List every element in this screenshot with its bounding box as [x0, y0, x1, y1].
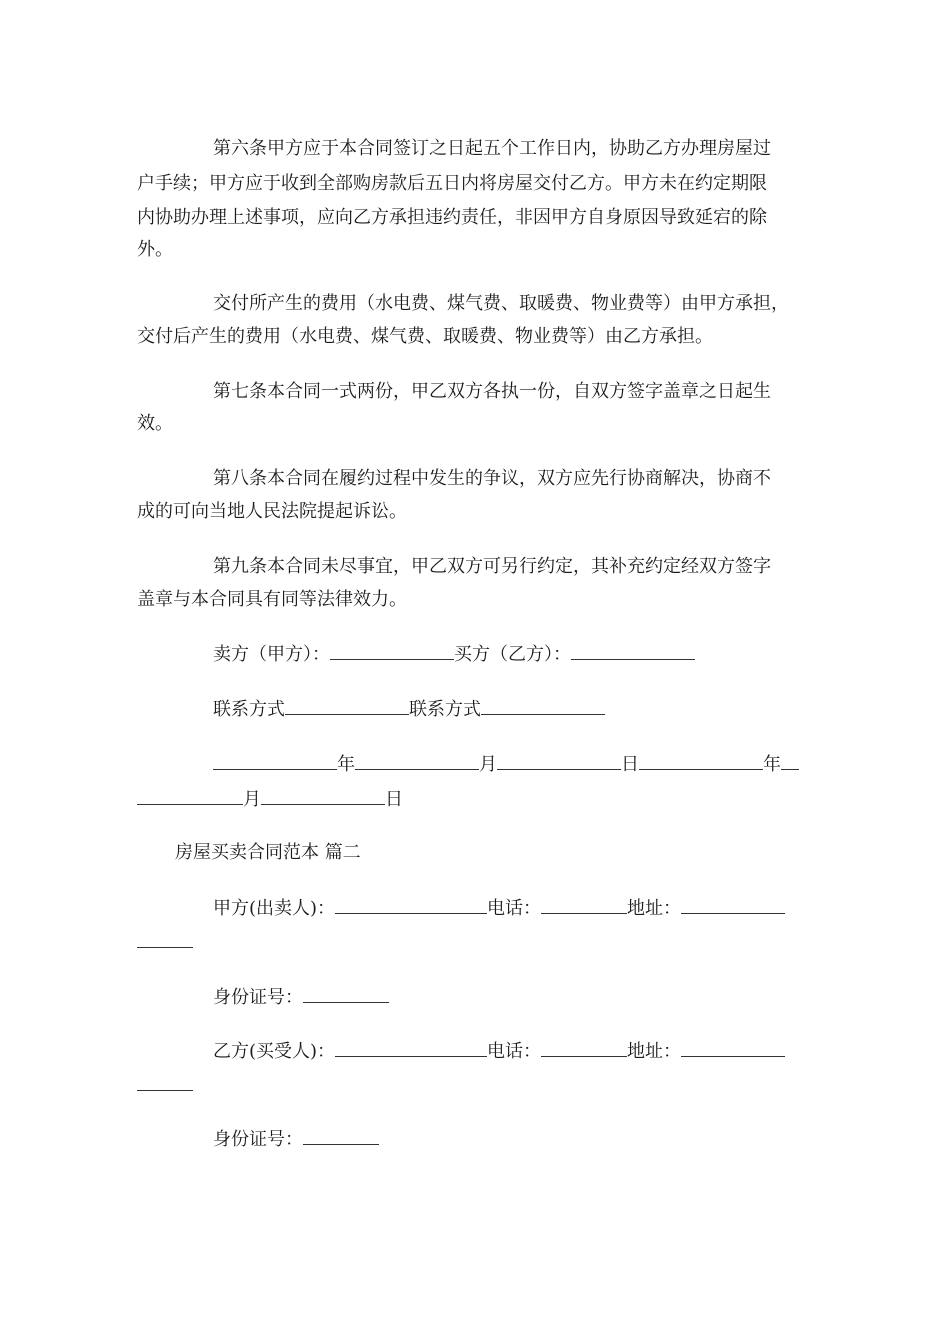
article9-line1: 第九条本合同未尽事宜，甲乙双方可另行约定，其补充约定经双方签字 [213, 556, 771, 577]
year-blank-2[interactable] [639, 752, 763, 770]
year-blank-1[interactable] [213, 752, 337, 770]
month-blank-2[interactable] [137, 787, 243, 805]
seller-blank[interactable] [330, 642, 454, 660]
article6-line1: 第六条甲方应于本合同签订之日起五个工作日内，协助乙方办理房屋过 [213, 138, 771, 159]
party-a-name-blank[interactable] [335, 896, 487, 914]
party-a-address-blank-cont[interactable] [137, 930, 193, 948]
party-a-address-label: 地址： [627, 898, 682, 919]
party-a-id-label: 身份证号： [213, 987, 303, 1008]
party-b-id-line [137, 1127, 817, 1151]
contact-label-buyer: 联系方式 [409, 699, 481, 720]
day-blank-1[interactable] [497, 752, 621, 770]
contact-label-seller: 联系方式 [213, 699, 285, 720]
contact-line [137, 697, 817, 721]
party-a-id-blank[interactable] [303, 985, 389, 1003]
date-line1 [137, 752, 817, 776]
party-b-label: 乙方(买受人)： [213, 1041, 336, 1062]
day-label-1: 日 [621, 754, 639, 775]
article7-line1: 第七条本合同一式两份，甲乙双方各执一份，自双方签字盖章之日起生 [213, 381, 771, 402]
party-b-address-blank[interactable] [681, 1039, 785, 1057]
party-a-line-cont [137, 930, 817, 954]
month-blank-1[interactable] [355, 752, 479, 770]
party-b-address-label: 地址： [627, 1041, 682, 1062]
month-label-1: 月 [479, 754, 497, 775]
party-b-id-blank[interactable] [303, 1127, 379, 1145]
article6-line3: 内协助办理上述事项，应向乙方承担违约责任，非因甲方自身原因导致延宕的除 [137, 207, 767, 228]
article6-line4: 外。 [137, 239, 173, 260]
party-b-id-label: 身份证号： [213, 1129, 303, 1150]
year-blank-2-tail[interactable] [781, 752, 799, 770]
party-b-phone-label: 电话： [487, 1041, 542, 1062]
article7-line2: 效。 [137, 413, 173, 434]
party-a-line [137, 896, 817, 920]
month-label-2: 月 [243, 789, 261, 810]
party-b-phone-blank[interactable] [541, 1039, 627, 1057]
fees-line2: 交付后产生的费用（水电费、煤气费、取暖费、物业费等）由乙方承担。 [137, 326, 713, 347]
section2-title: 房屋买卖合同范本 篇二 [175, 842, 361, 863]
day-label-2: 日 [385, 789, 403, 810]
party-b-address-blank-cont[interactable] [137, 1073, 193, 1091]
fees-line1: 交付所产生的费用（水电费、煤气费、取暖费、物业费等）由甲方承担， [213, 293, 789, 314]
article9-line2: 盖章与本合同具有同等法律效力。 [137, 589, 407, 610]
contact-blank-seller[interactable] [285, 697, 409, 715]
year-label-2: 年 [763, 754, 781, 775]
party-a-address-blank[interactable] [681, 896, 785, 914]
buyer-label: 买方（乙方）： [454, 644, 571, 665]
party-a-phone-blank[interactable] [541, 896, 627, 914]
buyer-blank[interactable] [571, 642, 695, 660]
seller-buyer-line [137, 642, 817, 666]
year-label-1: 年 [337, 754, 355, 775]
contact-blank-buyer[interactable] [481, 697, 605, 715]
date-line2 [137, 787, 817, 811]
party-b-line-cont [137, 1073, 817, 1097]
seller-label: 卖方（甲方）： [213, 644, 330, 665]
party-b-name-blank[interactable] [335, 1039, 487, 1057]
article8-line1: 第八条本合同在履约过程中发生的争议，双方应先行协商解决，协商不 [213, 468, 771, 489]
article8-line2: 成的可向当地人民法院提起诉讼。 [137, 501, 407, 522]
party-a-phone-label: 电话： [487, 898, 542, 919]
party-a-id-line [137, 985, 817, 1009]
article6-line2: 户手续；甲方应于收到全部购房款后五日内将房屋交付乙方。甲方未在约定期限 [137, 173, 767, 194]
party-b-line [137, 1039, 817, 1063]
party-a-label: 甲方(出卖人)： [213, 898, 336, 919]
day-blank-2[interactable] [261, 787, 385, 805]
